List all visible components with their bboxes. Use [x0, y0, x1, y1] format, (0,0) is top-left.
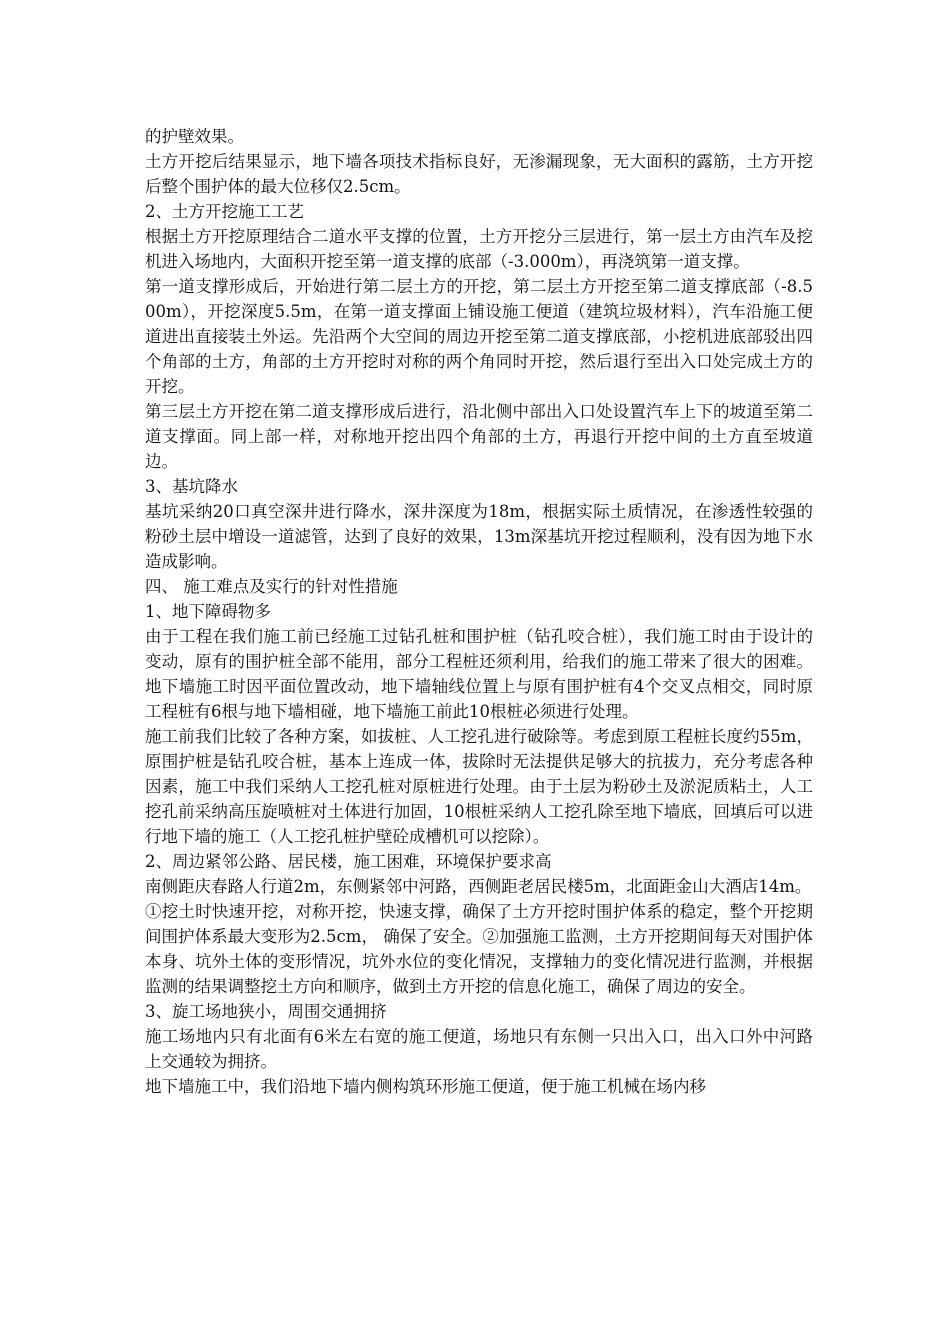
paragraph: 根据土方开挖原理结合二道水平支撑的位置，土方开挖分三层进行，第一层土方由汽车及挖机进入场地内，大面积开挖至第一道支撑的底部（-3.000m），再浇筑第一道支撑。: [145, 227, 813, 271]
paragraph: 的护壁效果。: [145, 127, 244, 146]
paragraph: 由于工程在我们施工前已经施工过钻孔桩和围护桩（钻孔咬合桩），我们施工时由于设计的变动，原有的围护桩全部不能用，部分工程桩还须利用，给我们的施工带来了很大的困难。地下墙施工时因平面位置改动，地下墙轴线位置上与原有围护桩有4个交叉点相交，同时原工程桩有6根与地下墙相碰，地下墙施工前此10根桩必须进行处理。: [145, 627, 813, 721]
paragraph: 第一道支撑形成后，开始进行第二层土方的开挖，第二层土方开挖至第二道支撑底部（-8.500m），开挖深度5.5m，在第一道支撑面上铺设施工便道（建筑垃圾材料），汽车沿施工便道进出直接装土外运。先沿两个大空间的周边开挖至第二道支撑底部，小挖机进底部驳出四个角部的土方，角部的土方开挖时对称的两个角同时开挖，然后退行至出入口处完成土方的开挖。: [145, 277, 813, 396]
section-heading: 2、周边紧邻公路、居民楼，施工困难，环境保护要求高: [145, 852, 552, 871]
section-heading: 1、地下障碍物多: [145, 602, 271, 621]
paragraph: 南侧距庆春路人行道2m，东侧紧邻中河路，西侧距老居民楼5m，北面距金山大酒店14m。: [145, 877, 812, 896]
chapter-heading: 四、 施工难点及实行的针对性措施: [145, 577, 398, 596]
paragraph: 施工前我们比较了各种方案，如拔桩、人工挖孔进行破除等。考虑到原工程桩长度约55m，原围护桩是钻孔咬合桩，基本上连成一体，拔除时无法提供足够大的抗拔力，充分考虑各种因素，施工中我们采纳人工挖孔桩对原桩进行处理。由于土层为粉砂土及淤泥质粘土，人工挖孔前采纳高压旋喷桩对土体进行加固，10根桩采纳人工挖孔除至地下墙底，回填后可以进行地下墙的施工（人工挖孔桩护壁砼成槽机可以挖除）。: [145, 727, 813, 846]
paragraph: 施工场地内只有北面有6米左右宽的施工便道，场地只有东侧一只出入口，出入口外中河路上交通较为拥挤。: [145, 1027, 813, 1071]
paragraph: 基坑采纳20口真空深井进行降水，深井深度为18m，根据实际土质情况，在渗透性较强的粉砂土层中增设一道滤管，达到了良好的效果，13m深基坑开挖过程顺利，没有因为地下水造成影响。: [145, 502, 813, 571]
section-heading: 3、旋工场地狭小，周围交通拥挤: [145, 1002, 387, 1021]
section-heading: 3、基坑降水: [145, 477, 238, 496]
paragraph: 第三层土方开挖在第二道支撑形成后进行，沿北侧中部出入口处设置汽车上下的坡道至第二道支撑面。同上部一样，对称地开挖出四个角部的土方，再退行开挖中间的土方直至坡道边。: [145, 402, 813, 471]
paragraph: 土方开挖后结果显示，地下墙各项技术指标良好，无渗漏现象，无大面积的露筋，土方开挖后整个围护体的最大位移仅2.5cm。: [145, 152, 813, 196]
paragraph: ①挖土时快速开挖，对称开挖，快速支撑，确保了土方开挖时围护体系的稳定，整个开挖期间围护体系最大变形为2.5cm， 确保了安全。②加强施工监测，土方开挖期间每天对围护体本身、坑外土体的变形情况，坑外水位的变化情况，支撑轴力的变化情况进行监测，并根据监测的结果调整挖土方向和顺序，做到土方开挖的信息化施工，确保了周边的安全。: [145, 902, 813, 996]
paragraph: 地下墙施工中，我们沿地下墙内侧构筑环形施工便道，便于施工机械在场内移: [145, 1077, 706, 1096]
section-heading: 2、土方开挖施工工艺: [145, 202, 304, 221]
document-page: [145, 124, 813, 1099]
